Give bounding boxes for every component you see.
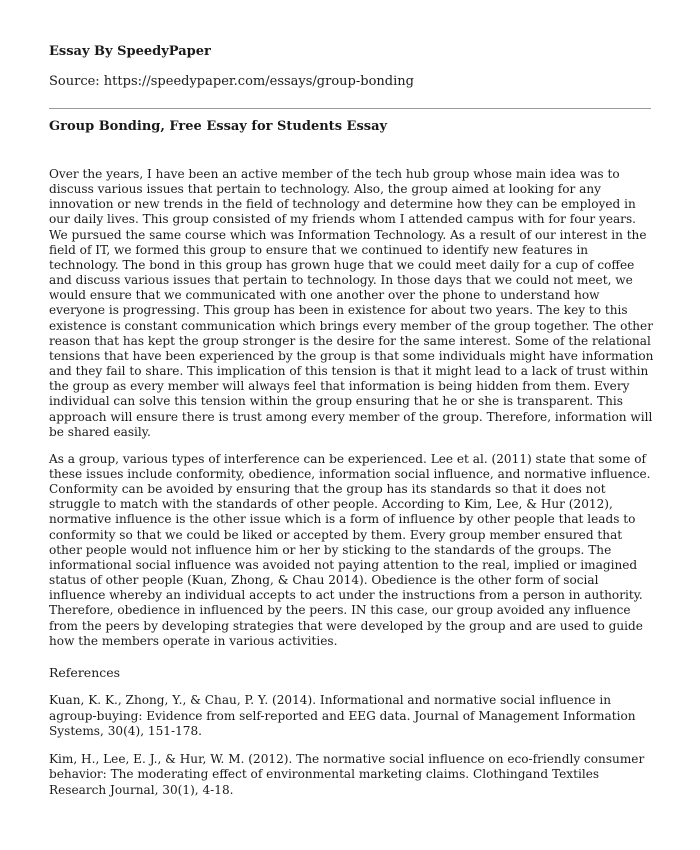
references-heading: References bbox=[49, 665, 121, 680]
essay-paragraph-2: As a group, various types of interference can be experienced. Lee et al. (2011) state that some of these issues include conformity, obedience, information social influence, and normative influence. Conformity can be avoided by ensuring that the group has its standards so that it does not struggle to match with the standards of other people. According to Kim, Lee, & Hur (2012), normative influence is the other issue which is a form of influence by other people that leads to conformity so that we could be liked or accepted by them. Every group member ensured that other people would not influence him or her by sticking to the standards of the groups. The informational social influence was avoided not paying attention to the real, implied or imagined status of other people (Kuan, Zhong, & Chau 2014). Obedience is the other form of social influence whereby an individual accepts to act under the instructions from a person in authority. Therefore, obedience in influenced by the peers. IN this case, our group avoided any influence from the peers by developing strategies that were developed by the group and are used to guide how the members operate in various activities. bbox=[49, 451, 651, 648]
reference-item-1: Kuan, K. K., Zhong, Y., & Chau, P. Y. (2014). Informational and normative social influence in agroup-buying: Evidence from self-reported and EEG data. Journal of Management Information Systems, 30(4), 151-178. bbox=[49, 693, 636, 739]
header-divider bbox=[49, 108, 651, 109]
references-list bbox=[49, 693, 659, 811]
essay-paragraph-1: Over the years, I have been an active member of the tech hub group whose main idea was to discuss various issues that pertain to technology. Also, the group aimed at looking for any innovation or new trends in the field of technology and determine how they can be employed in our daily lives. This group consisted of my friends whom I attended campus with for four years. We pursued the same course which was Information Technology. As a result of our interest in the field of IT, we formed this group to ensure that we continued to identify new features in technology. The bond in this group has grown huge that we could meet daily for a cup of coffee and discuss various issues that pertain to technology. In those days that we could not meet, we would ensure that we communicated with one another over the phone to understand how everyone is progressing. This group has been in existence for about two years. The key to this existence is constant communication which brings every member of the group together. The other reason that has kept the group stronger is the desire for the same interest. Some of the relational tensions that have been experienced by the group is that some individuals might have information and they fail to share. This implication of this tension is that it might lead to a lack of trust within the group as every member will always feel that information is being hidden from them. Every individual can solve this tension within the group ensuring that he or she is transparent. This approach will ensure there is trust among every member of the group. Therefore, information will be shared easily. bbox=[49, 167, 654, 439]
essay-body bbox=[49, 167, 657, 661]
source-url: Source: https://speedypaper.com/essays/group-bonding bbox=[49, 74, 414, 89]
reference-item-2: Kim, H., Lee, E. J., & Hur, W. M. (2012). The normative social influence on eco-friendly consumer behavior: The moderating effect of environmental marketing claims. Clothingand Textiles Research Journal, 30(1), 4-18. bbox=[49, 751, 645, 797]
site-title: Essay By SpeedyPaper bbox=[49, 44, 211, 59]
essay-title: Group Bonding, Free Essay for Students Essay bbox=[49, 119, 388, 134]
